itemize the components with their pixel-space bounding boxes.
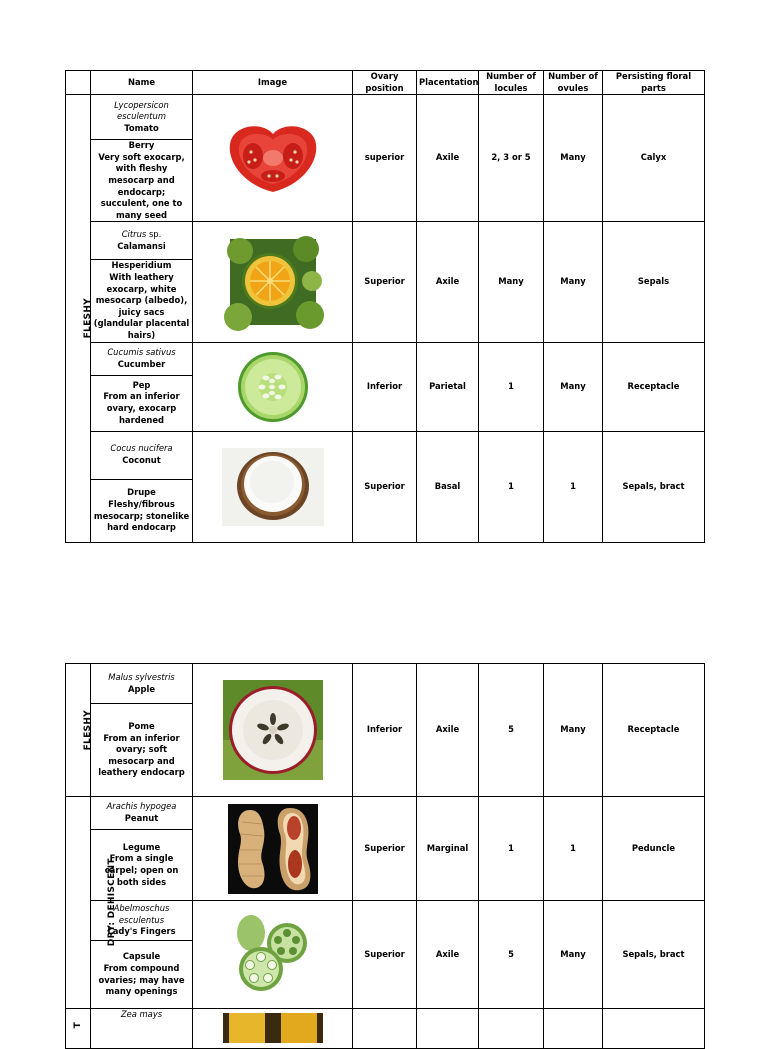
locules-cell: Many [479, 222, 544, 342]
fruit-description: Fleshy/fibrous mesocarp; stonelike hard endocarp [93, 498, 190, 533]
scientific-suffix: sp. [146, 229, 162, 240]
placentation-cell: Axile [417, 95, 479, 222]
fruit-type-cell [91, 704, 193, 797]
coconut-half-image [193, 431, 353, 542]
fruit-description: From an inferior ovary, exocarp hardened [103, 391, 180, 425]
okra-slice-image [193, 901, 353, 1009]
placentation-cell: Axile [417, 222, 479, 342]
placentation-cell: Marginal [417, 797, 479, 901]
placentation-cell: Axile [417, 664, 479, 797]
category-partial: T [66, 1009, 91, 1049]
floral-parts-cell: Receptacle [603, 342, 705, 431]
name-cell [91, 222, 193, 260]
common-name: Calamansi [117, 240, 166, 251]
ovules-cell: 1 [544, 431, 603, 542]
floral-parts-cell: Calyx [603, 95, 705, 222]
header-row [66, 71, 705, 95]
peanut-pod-image [193, 797, 353, 901]
locules-cell: 5 [479, 901, 544, 1009]
ovules-cell: 1 [544, 797, 603, 901]
name-cell [91, 95, 193, 140]
fruit-type-cell [91, 260, 193, 342]
ovary-position-cell: Superior [353, 431, 417, 542]
ovules-cell: Many [544, 222, 603, 342]
ovary-position-cell: Superior [353, 797, 417, 901]
table-row [66, 95, 705, 140]
header-name: Name [91, 71, 193, 95]
common-name: Lady's Fingers [107, 926, 176, 937]
fruit-type-cell [91, 479, 193, 542]
common-name: Apple [127, 683, 156, 694]
header-image: Image [193, 71, 353, 95]
floral-parts-cell: Sepals, bract [603, 901, 705, 1009]
fruit-type: Pome [128, 721, 155, 732]
fruit-description: From a single carpel; open on both sides [104, 853, 179, 887]
scientific-name: Abelmoschus esculentus [113, 903, 170, 925]
locules-cell: 2, 3 or 5 [479, 95, 544, 222]
fruit-description: From an inferior ovary; soft mesocarp and leathery endocarp [98, 732, 185, 778]
table-row [66, 1009, 705, 1049]
fruit-type-cell [91, 941, 193, 1009]
fruit-type: Capsule [122, 951, 161, 962]
fruit-type: Hesperidium [111, 260, 172, 271]
fruit-type: Drupe [127, 487, 156, 498]
floral-parts-cell: Sepals, bract [603, 431, 705, 542]
fruit-type: Pep [132, 379, 151, 390]
header-category [66, 71, 91, 95]
placentation-cell [417, 1009, 479, 1049]
fruit-table-continued [65, 663, 705, 1049]
common-name: Peanut [124, 813, 159, 823]
ovary-position-cell: Superior [353, 222, 417, 342]
ovary-position-cell: Inferior [353, 342, 417, 431]
ovules-cell: Many [544, 95, 603, 222]
locules-cell: 1 [479, 797, 544, 901]
header-placentation: Placentation [417, 71, 479, 95]
table-row [66, 797, 705, 830]
category-fleshy: FLESHY [66, 664, 91, 797]
name-cell [91, 342, 193, 375]
calamansi-image [193, 222, 353, 342]
table-row [66, 222, 705, 260]
ovules-cell: Many [544, 901, 603, 1009]
name-cell [91, 664, 193, 704]
scientific-name: Arachis hypogea [106, 801, 177, 812]
ovules-cell: Many [544, 342, 603, 431]
fruit-type: Legume [122, 841, 161, 852]
name-cell [91, 1009, 193, 1049]
locules-cell: 1 [479, 431, 544, 542]
scientific-name: Cucumis sativus [107, 346, 176, 357]
header-ovary-position: Ovary position [353, 71, 417, 95]
scientific-name: Zea mays [120, 1009, 163, 1019]
floral-parts-cell: Peduncle [603, 797, 705, 901]
fruit-type-cell [91, 375, 193, 431]
common-name: Tomato [124, 122, 159, 133]
ovules-cell [544, 1009, 603, 1049]
placentation-cell: Axile [417, 901, 479, 1009]
placentation-cell: Parietal [417, 342, 479, 431]
name-cell [91, 797, 193, 830]
header-locules: Number of locules [479, 71, 544, 95]
scientific-name: Malus sylvestris [108, 671, 175, 682]
locules-cell: 1 [479, 342, 544, 431]
name-cell [91, 431, 193, 479]
ovary-position-cell: superior [353, 95, 417, 222]
fruit-type: Berry [128, 140, 155, 151]
corn-image [193, 1009, 353, 1049]
table-row [66, 901, 705, 941]
header-ovules: Number of ovules [544, 71, 603, 95]
locules-cell: 5 [479, 664, 544, 797]
ovary-position-cell: Inferior [353, 664, 417, 797]
ovary-position-cell [353, 1009, 417, 1049]
table-row [66, 342, 705, 375]
table-row [66, 664, 705, 704]
ovules-cell: Many [544, 664, 603, 797]
floral-parts-cell: Sepals [603, 222, 705, 342]
scientific-name: Cocus nucifera [110, 443, 173, 454]
common-name: Cucumber [117, 358, 166, 369]
category-fleshy: FLESHY [66, 95, 91, 542]
scientific-name: Citrus [121, 229, 147, 240]
common-name: Coconut [122, 455, 161, 465]
scientific-name: Lycopersicon esculentum [114, 99, 169, 122]
apple-cross-section-image [193, 664, 353, 797]
fruit-description: Very soft exocarp, with fleshy mesocarp and endocarp; succulent, one to many seed [98, 151, 185, 220]
cucumber-slice-image [193, 342, 353, 431]
floral-parts-cell [603, 1009, 705, 1049]
tomato-slice-image [193, 95, 353, 222]
fruit-type-cell [91, 140, 193, 222]
fruit-description: From compound ovaries; may have many openings [98, 962, 185, 997]
category-dry-dehiscent: DRY: DEHISCENT [66, 797, 91, 1009]
ovary-position-cell: Superior [353, 901, 417, 1009]
header-floral-parts: Persisting floral parts [603, 71, 705, 95]
fruit-description: With leathery exocarp, white mesocarp (albedo), juicy sacs (glandular placental hairs) [93, 271, 190, 340]
floral-parts-cell: Receptacle [603, 664, 705, 797]
placentation-cell: Basal [417, 431, 479, 542]
fruit-table-fleshy [65, 70, 705, 543]
locules-cell [479, 1009, 544, 1049]
table-row [66, 431, 705, 479]
